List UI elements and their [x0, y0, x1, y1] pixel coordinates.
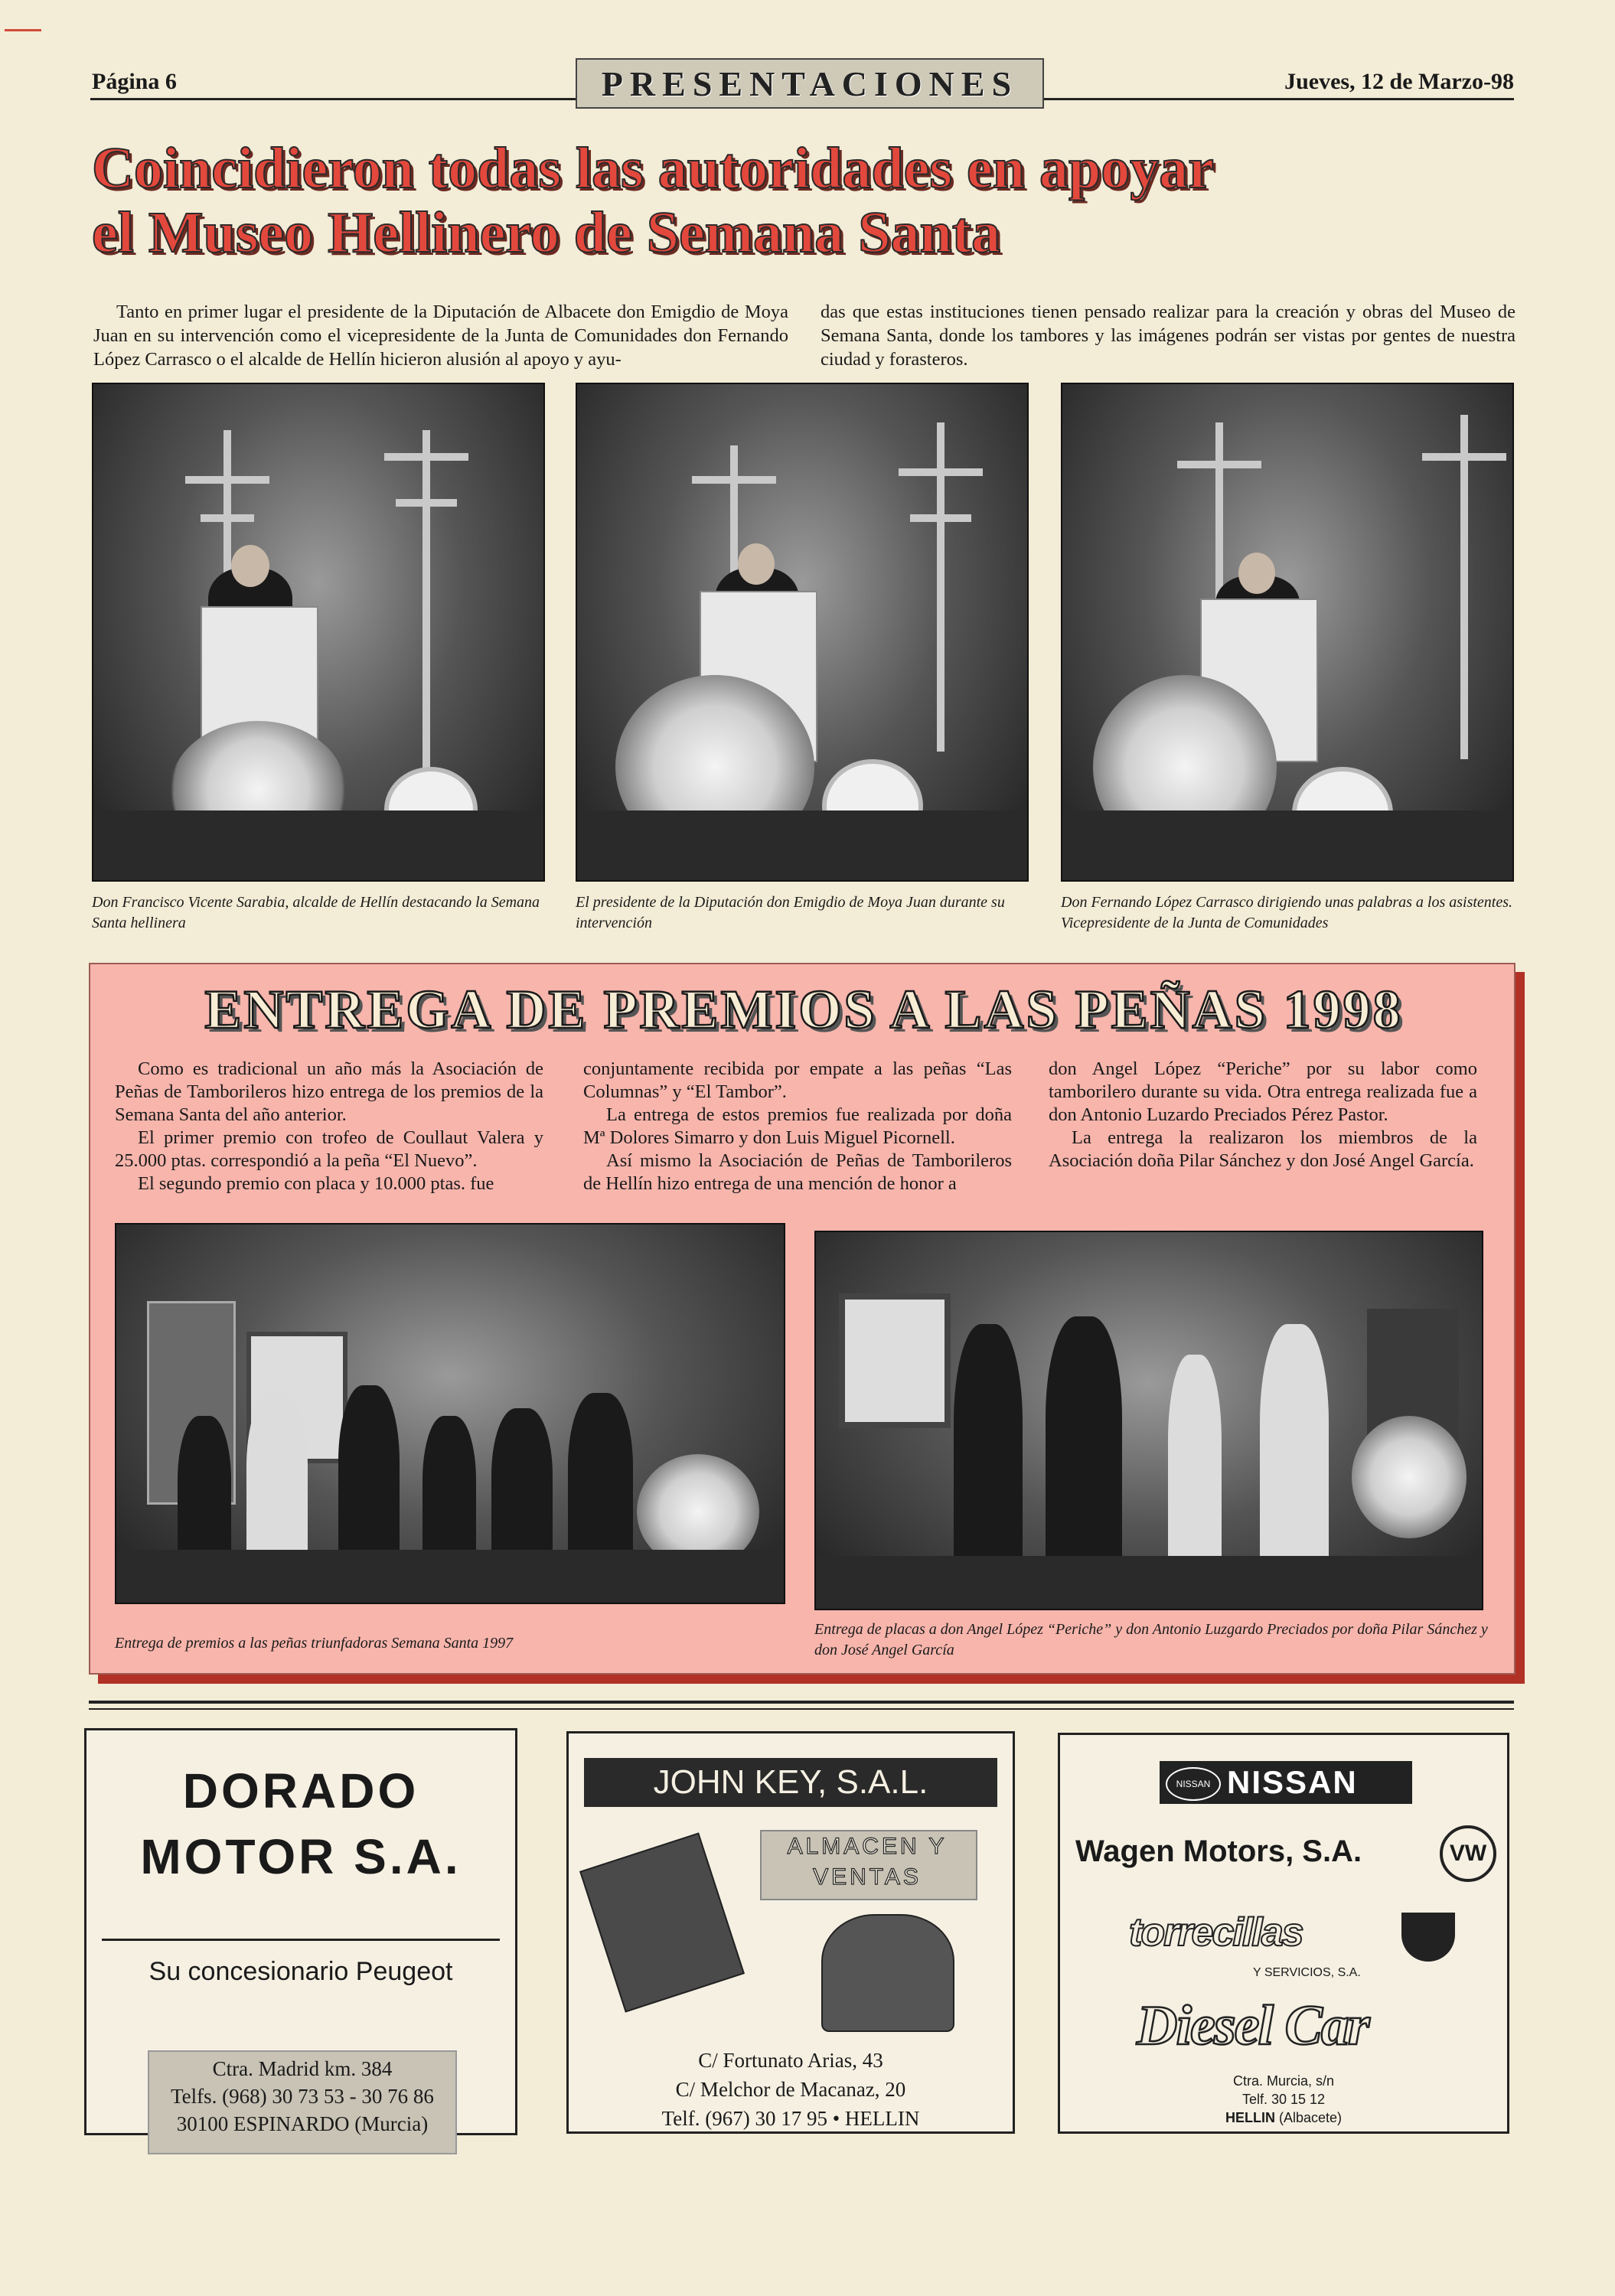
photo-diputacion-president [576, 383, 1029, 882]
ad-dorado-tagline: Su concesionario Peugeot [148, 1957, 453, 1986]
awards-column-3 [1049, 1058, 1477, 1172]
nissan-logo [1160, 1761, 1412, 1804]
ad-wagen-province: (Albacete) [1278, 2110, 1343, 2125]
ad-torrecillas-servicios: Y SERVICIOS, S.A. [1253, 1966, 1361, 1979]
ad-dorado-city-line: 30100 ESPINARDO (Murcia) [176, 2112, 429, 2135]
ads-divider [89, 1701, 1514, 1710]
lead-left: Tanto en primer lugar el presidente de la Diputación de Albacete don Emigdio de Moya Juan en su intervención como el vicepresidente de la Junta de Comunidades don Fernando López Carrasco o el alcalde de Hellín hicieron alusión al apoyo y ayu- [93, 302, 788, 370]
corner-mark [5, 29, 41, 31]
lead-right: das que estas instituciones tienen pensado realizar para la creación y obras del Museo de Semana Santa, donde los tambores y las imágenes podrán ser vistas por gentes de nuestra ciudad y forasteros. [821, 302, 1515, 370]
ad-wagen-name: Wagen Motors, S.A. [1075, 1835, 1362, 1868]
ad-dorado-name-1: DORADO [182, 1763, 419, 1818]
ad-john-key [566, 1731, 1015, 2134]
jacket-icon [821, 1914, 954, 2032]
ad-dorado-address-line: Ctra. Madrid km. 384 [212, 2057, 393, 2080]
ad-dorado-name-2: MOTOR S.A. [140, 1829, 462, 1884]
issue-date: Jueves, 12 de Marzo-98 [1284, 69, 1514, 94]
nissan-badge-icon: NISSAN [1166, 1767, 1221, 1801]
ad-johnkey-address-line-2: C/ Melchor de Macanaz, 20 [675, 2078, 906, 2101]
ad-wagen-address [1060, 2072, 1507, 2127]
awards-column-1 [115, 1058, 543, 1195]
ad-diesel-car: Diesel Car [1137, 1994, 1369, 2057]
paragraph: El primer premio con trofeo de Coullaut Valera y 25.000 ptas. correspondió a la peña “El Nuevo”. [115, 1127, 543, 1171]
ad-wagen-motors [1058, 1733, 1509, 2134]
page-number: Página 6 [92, 69, 177, 94]
headline-line-1: Coincidieron todas las autoridades en apoyar [92, 136, 1214, 201]
ad-wagen-city-line [1060, 2108, 1507, 2127]
photo-plaques-delivery [814, 1231, 1483, 1610]
nissan-brand: NISSAN [1227, 1764, 1358, 1800]
photo-caption-1: Don Francisco Vicente Sarabia, alcalde de Hellín destacando la Semana Santa hellinera [92, 894, 540, 931]
photo-junta-vicepresident [1061, 383, 1514, 882]
paragraph: El segundo premio con placa y 10.000 ptas. fue [138, 1173, 494, 1194]
ad-johnkey-name: JOHN KEY, S.A.L. [584, 1758, 997, 1807]
photo-caption-3: Don Fernando López Carrasco dirigiendo unas palabras a los asistentes. Vicepresidente de la Junta de Comunidades [1061, 894, 1513, 931]
awards-title: ENTREGA DE PREMIOS A LAS PEÑAS 1998 [204, 979, 1403, 1040]
photo-awards-winners [115, 1223, 785, 1604]
headline-line-2: el Museo Hellinero de Semana Santa [92, 201, 1001, 265]
ad-wagen-city: HELLIN [1225, 2110, 1275, 2125]
photo-caption-2: El presidente de la Diputación don Emigdio de Moya Juan durante su intervención [576, 894, 1005, 931]
ad-johnkey-tag [760, 1831, 974, 1893]
paragraph: don Angel López “Periche” por su labor como tamborilero durante su vida. Otra entrega realizada fue a don Antonio Luzardo Preciados Pérez Pastor. [1049, 1058, 1477, 1125]
vw-logo-icon: VW [1440, 1825, 1496, 1882]
ad-wagen-phone-line: Telf. 30 15 12 [1241, 2092, 1326, 2107]
ad-torrecillas: torrecillas [1129, 1910, 1303, 1955]
paragraph: La entrega la realizaron los miembros de la Asociación doña Pilar Sánchez y don José Angel García. [1049, 1127, 1477, 1171]
jeans-icon [579, 1832, 745, 2012]
section-title: PRESENTACIONES [576, 58, 1044, 109]
torrecillas-logo-icon [1401, 1913, 1455, 1962]
ad-johnkey-address [569, 2046, 1013, 2133]
awards-column-2 [583, 1058, 1012, 1195]
ad-dorado-motor [84, 1728, 517, 2135]
paragraph: Así mismo la Asociación de Peñas de Tamborileros de Hellín hizo entrega de una mención de honor a [583, 1150, 1012, 1194]
ad-johnkey-address-line-1: C/ Fortunato Arias, 43 [698, 2049, 883, 2072]
ad-johnkey-tag-line-2: VENTAS [813, 1864, 922, 1890]
ad-wagen-address-line-1: Ctra. Murcia, s/n [1232, 2073, 1335, 2089]
photo-caption-4: Entrega de premios a las peñas triunfadoras Semana Santa 1997 [115, 1635, 514, 1652]
paragraph: La entrega de estos premios fue realizada por doña Mª Dolores Simarro y don Luis Miguel Picornell. [583, 1104, 1012, 1148]
headline [92, 136, 1531, 265]
ad-dorado-rule [102, 1939, 500, 1941]
paragraph: Como es tradicional un año más la Asociación de Peñas de Tamborileros hizo entrega de los premios de la Semana Santa del año anterior. [115, 1058, 543, 1125]
photo-caption-5: Entrega de placas a don Angel López “Periche” y don Antonio Luzgardo Preciados por doña Pilar Sánchez y don José Angel García [814, 1621, 1488, 1658]
ad-dorado-phone-line: Telfs. (968) 30 73 53 - 30 76 86 [171, 2085, 434, 2108]
ad-dorado-address [148, 2055, 457, 2138]
photo-mayor-speech [92, 383, 545, 882]
ad-johnkey-tag-line-1: ALMACEN Y [787, 1834, 948, 1859]
ad-johnkey-phone-line: Telf. (967) 30 17 95 • HELLIN [661, 2107, 920, 2130]
paragraph: conjuntamente recibida por empate a las peñas “Las Columnas” y “El Tambor”. [583, 1058, 1012, 1102]
